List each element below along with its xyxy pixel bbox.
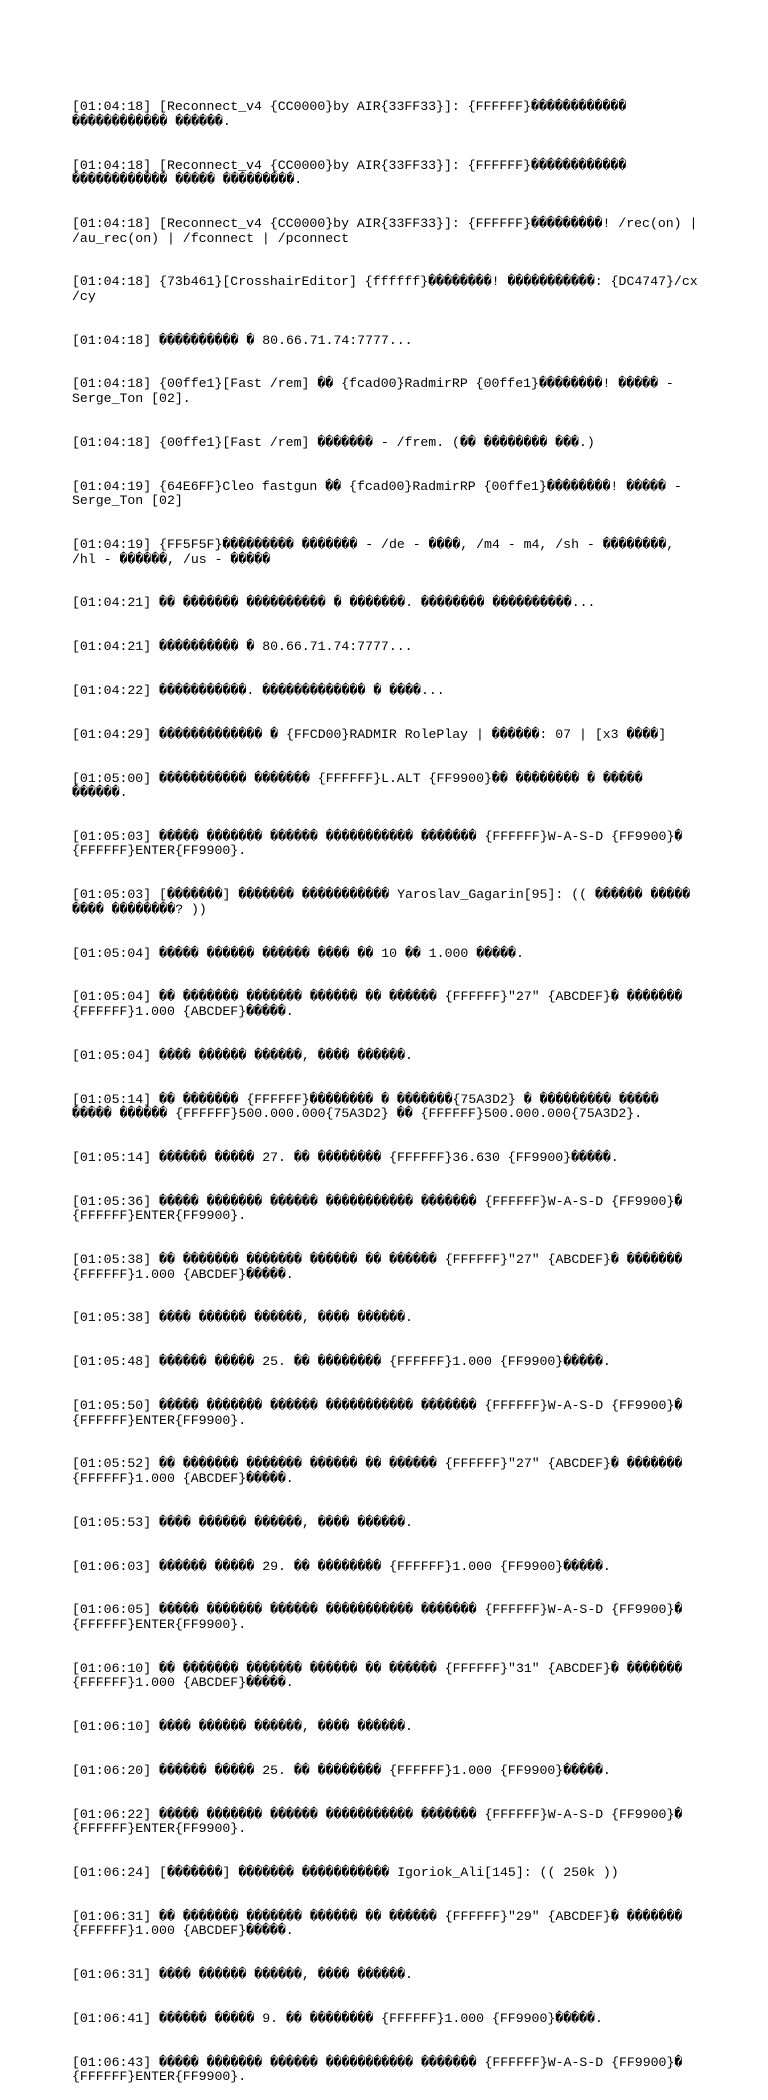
log-line: [01:06:03] ������ ����� 29. �� �������� {FFFFFF}1.000 {FF9900}�����. — [72, 1558, 611, 1574]
log-line: [01:05:50] ����� ������� ������ ����������� ������� {FFFFFF}W-A-S-D {FF9900}� {FFFFFF}ENTER{FF9900}. — [72, 1398, 691, 1428]
log-line: [01:05:36] ����� ������� ������ ����������� ������� {FFFFFF}W-A-S-D {FF9900}� {FFFFFF}ENTER{FF9900}. — [72, 1193, 691, 1224]
log-line: [01:06:10] ���� ������ ������, ���� ������. — [72, 1719, 413, 1735]
log-line: [01:05:14] �� ������� {FFFFFF}�������� � �������{75A3D2} � ��������� ����� ����� ������ {FFFFFF}500.000.000{75A3D2} �� {FFFFFF}500.000.000{75A3D2}. — [72, 1091, 667, 1122]
log-line: [01:06:41] ������ ����� 9. �� �������� {FFFFFF}1.000 {FF9900}�����. — [72, 2010, 603, 2026]
log-line: [01:04:21] �� ������� ���������� � �������. �������� ����������... — [72, 595, 596, 611]
log-line: [01:05:04] ���� ������ ������, ���� ������. — [72, 1047, 413, 1063]
chat-log-text — [72, 71, 706, 2100]
log-line: [01:06:20] ������ ����� 25. �� �������� {FFFFFF}1.000 {FF9900}�����. — [72, 1762, 611, 1778]
log-line: [01:05:04] ����� ������ ������ ���� �� 10 �� 1.000 �����. — [72, 945, 524, 961]
log-line: [01:04:18] ���������� � 80.66.71.74:7777... — [72, 332, 413, 348]
log-line: [01:05:03] ����� ������� ������ ����������� ������� {FFFFFF}W-A-S-D {FF9900}� {FFFFFF}ENTER{FF9900}. — [72, 828, 691, 859]
log-line: [01:05:53] ���� ������ ������, ���� ������. — [72, 1514, 413, 1530]
log-line: [01:06:43] ����� ������� ������ ����������� ������� {FFFFFF}W-A-S-D {FF9900}� {FFFFFF}ENTER{FF9900}. — [72, 2054, 691, 2085]
log-line: [01:04:19] {FF5F5F}��������� ������� - /de - ����, /m4 - m4, /sh - ��������, /hl - ������, /us - ����� — [72, 537, 683, 567]
log-line: [01:06:31] �� ������� ������� ������ �� ������ {FFFFFF}"29" {ABCDEF}� ������� {FFFFFF}1.000 {ABCDEF}�����. — [72, 1908, 691, 1939]
log-line: [01:04:18] {00ffe1}[Fast /rem] ������� - /frem. (�� �������� ���.) — [72, 434, 595, 450]
log-line: [01:04:18] [Reconnect_v4 {CC0000}by AIR{33FF33}]: {FFFFFF}���������! /rec(on) | /au_rec(on) | /fconnect | /pconnect — [72, 215, 706, 246]
log-line: [01:06:24] [�������] ������� ����������� Igoriok_Ali[145]: (( 250k )) — [72, 1865, 619, 1881]
log-line: [01:05:00] ����������� ������� {FFFFFF}L.ALT {FF9900}�� �������� � ����� ������. — [72, 770, 651, 801]
log-line: [01:05:04] �� ������� ������� ������ �� ������ {FFFFFF}"27" {ABCDEF}� ������� {FFFFFF}1.000 {ABCDEF}�����. — [72, 989, 691, 1019]
log-line: [01:04:18] {73b461}[CrosshairEditor] {ffffff}��������! �����������: {DC4747}/cx /cy — [72, 274, 706, 304]
log-line: [01:04:21] ���������� � 80.66.71.74:7777... — [72, 639, 413, 655]
log-line: [01:06:05] ����� ������� ������ ����������� ������� {FFFFFF}W-A-S-D {FF9900}� {FFFFFF}ENTER{FF9900}. — [72, 1602, 691, 1632]
log-line: [01:06:10] �� ������� ������� ������ �� ������ {FFFFFF}"31" {ABCDEF}� ������� {FFFFFF}1.000 {ABCDEF}�����. — [72, 1660, 691, 1691]
log-line: [01:04:19] {64E6FF}Cleo fastgun �� {fcad00}RadmirRP {00ffe1}��������! ����� - Serge_Ton [02] — [72, 478, 690, 509]
log-line: [01:04:22] �����������. ������������� � ����... — [72, 682, 445, 698]
log-line: [01:04:18] [Reconnect_v4 {CC0000}by AIR{33FF33}]: {FFFFFF}������������ ������������ ����� ���������. — [72, 157, 635, 188]
log-line: [01:05:48] ������ ����� 25. �� �������� {FFFFFF}1.000 {FF9900}�����. — [72, 1354, 611, 1370]
log-line: [01:05:14] ������ ����� 27. �� �������� {FFFFFF}36.630 {FF9900}�����. — [72, 1149, 619, 1165]
log-line: [01:05:52] �� ������� ������� ������ �� ������ {FFFFFF}"27" {ABCDEF}� ������� {FFFFFF}1.000 {ABCDEF}�����. — [72, 1456, 691, 1486]
log-line: [01:06:22] ����� ������� ������ ����������� ������� {FFFFFF}W-A-S-D {FF9900}� {FFFFFF}ENTER{FF9900}. — [72, 1806, 691, 1837]
log-line: [01:05:38] ���� ������ ������, ���� ������. — [72, 1310, 413, 1326]
log-line: [01:05:38] �� ������� ������� ������ �� ������ {FFFFFF}"27" {ABCDEF}� ������� {FFFFFF}1.000 {ABCDEF}�����. — [72, 1252, 691, 1282]
log-line: [01:06:31] ���� ������ ������, ���� ������. — [72, 1967, 413, 1983]
log-line: [01:04:18] [Reconnect_v4 {CC0000}by AIR{33FF33}]: {FFFFFF}������������ ������������ ������. — [72, 99, 635, 129]
log-line: [01:05:03] [�������] ������� ����������� Yaroslav_Gagarin[95]: (( ������ ����� ���� ��������? )) — [72, 887, 699, 917]
log-line: [01:04:18] {00ffe1}[Fast /rem] �� {fcad00}RadmirRP {00ffe1}��������! ����� - Serge_Ton [02]. — [72, 376, 682, 407]
log-line: [01:04:29] ������������� � {FFCD00}RADMIR RolePlay | ������: 07 | [x3 ����] — [72, 726, 667, 742]
